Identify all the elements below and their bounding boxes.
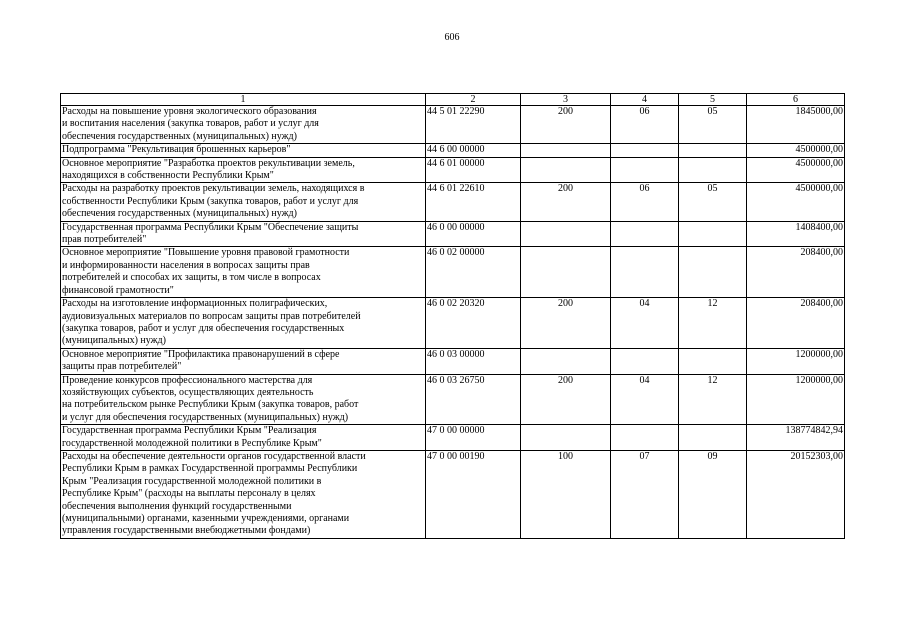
row-amount-cell: 4500000,00 bbox=[747, 183, 845, 221]
row-col3-cell bbox=[521, 144, 611, 157]
row-col4-cell: 06 bbox=[611, 183, 679, 221]
row-amount-cell: 208400,00 bbox=[747, 298, 845, 349]
row-col3-cell bbox=[521, 247, 611, 298]
row-col4-cell bbox=[611, 221, 679, 247]
row-col4-cell bbox=[611, 425, 679, 451]
row-col4-cell bbox=[611, 348, 679, 374]
row-code-cell: 44 6 01 22610 bbox=[426, 183, 521, 221]
row-col3-cell bbox=[521, 157, 611, 183]
row-amount-cell: 1845000,00 bbox=[747, 106, 845, 144]
row-amount-cell: 208400,00 bbox=[747, 247, 845, 298]
row-col3-cell: 200 bbox=[521, 374, 611, 425]
row-code-cell: 47 0 00 00000 bbox=[426, 425, 521, 451]
row-col5-cell: 12 bbox=[679, 374, 747, 425]
column-header-1: 1 bbox=[61, 94, 426, 106]
page-number: 606 bbox=[444, 32, 460, 43]
row-col3-cell bbox=[521, 425, 611, 451]
row-col3-cell: 200 bbox=[521, 183, 611, 221]
row-name-cell: Расходы на повышение уровня экологического образования и воспитания населения (закупка товаров, работ и услуг для обеспечения государственных (муниципальных) нужд) bbox=[61, 106, 426, 144]
column-number-header-row bbox=[61, 94, 845, 106]
row-col5-cell: 12 bbox=[679, 298, 747, 349]
table-body bbox=[61, 106, 845, 539]
column-header-2: 2 bbox=[426, 94, 521, 106]
row-col4-cell: 04 bbox=[611, 298, 679, 349]
column-header-6: 6 bbox=[747, 94, 845, 106]
row-code-cell: 46 0 00 00000 bbox=[426, 221, 521, 247]
row-amount-cell: 4500000,00 bbox=[747, 157, 845, 183]
table-row bbox=[61, 157, 845, 183]
row-code-cell: 44 6 00 00000 bbox=[426, 144, 521, 157]
row-name-cell: Проведение конкурсов профессионального мастерства для хозяйствующих субъектов, осуществляющих деятельность на потребительском рынке Республики Крым (закупка товаров, работ и услуг для обеспечения государственных (муниципальных) нужд) bbox=[61, 374, 426, 425]
row-amount-cell: 1408400,00 bbox=[747, 221, 845, 247]
row-col5-cell: 05 bbox=[679, 106, 747, 144]
row-name-cell: Основное мероприятие "Разработка проектов рекультивации земель, находящихся в собственности Республики Крым" bbox=[61, 157, 426, 183]
row-col3-cell bbox=[521, 221, 611, 247]
table-row bbox=[61, 298, 845, 349]
row-col5-cell bbox=[679, 144, 747, 157]
row-amount-cell: 138774842,94 bbox=[747, 425, 845, 451]
row-code-cell: 46 0 02 00000 bbox=[426, 247, 521, 298]
row-col4-cell bbox=[611, 157, 679, 183]
row-name-cell: Расходы на изготовление информационных полиграфических, аудиовизуальных материалов по вопросам защиты прав потребителей (закупка товаров, работ и услуг для обеспечения государственных (муниципальных) нужд) bbox=[61, 298, 426, 349]
table-row bbox=[61, 221, 845, 247]
row-amount-cell: 4500000,00 bbox=[747, 144, 845, 157]
row-code-cell: 46 0 02 20320 bbox=[426, 298, 521, 349]
row-col3-cell bbox=[521, 348, 611, 374]
row-col3-cell: 200 bbox=[521, 106, 611, 144]
row-name-cell: Основное мероприятие "Повышение уровня правовой грамотности и информированности населения в вопросах защиты прав потребителей и способах их защиты, в том числе в вопросах финансовой грамотности" bbox=[61, 247, 426, 298]
column-header-3: 3 bbox=[521, 94, 611, 106]
row-name-cell: Государственная программа Республики Крым "Обеспечение защиты прав потребителей" bbox=[61, 221, 426, 247]
row-col5-cell bbox=[679, 348, 747, 374]
row-col5-cell bbox=[679, 221, 747, 247]
row-col4-cell: 07 bbox=[611, 450, 679, 538]
table-row bbox=[61, 374, 845, 425]
column-header-5: 5 bbox=[679, 94, 747, 106]
row-col5-cell bbox=[679, 425, 747, 451]
row-code-cell: 47 0 00 00190 bbox=[426, 450, 521, 538]
table-row bbox=[61, 247, 845, 298]
table-row bbox=[61, 425, 845, 451]
row-amount-cell: 1200000,00 bbox=[747, 348, 845, 374]
row-col4-cell bbox=[611, 247, 679, 298]
row-amount-cell: 1200000,00 bbox=[747, 374, 845, 425]
table-row bbox=[61, 450, 845, 538]
row-name-cell: Расходы на обеспечение деятельности органов государственной власти Республики Крым в рамках Государственной программы Республики Крым "Реализация государственной молодежной политики в Республике Крым" (расходы на выплаты персоналу в целях обеспечения выполнения функций государственными (муниципальными) органами, казенными учреждениями, органами управления государственными внебюджетными фондами) bbox=[61, 450, 426, 538]
row-code-cell: 44 6 01 00000 bbox=[426, 157, 521, 183]
table-row bbox=[61, 348, 845, 374]
row-col5-cell: 05 bbox=[679, 183, 747, 221]
row-col5-cell bbox=[679, 157, 747, 183]
table-row bbox=[61, 183, 845, 221]
row-code-cell: 46 0 03 00000 bbox=[426, 348, 521, 374]
row-name-cell: Государственная программа Республики Крым "Реализация государственной молодежной политики в Республике Крым" bbox=[61, 425, 426, 451]
table-row bbox=[61, 144, 845, 157]
row-col4-cell: 04 bbox=[611, 374, 679, 425]
row-col4-cell: 06 bbox=[611, 106, 679, 144]
budget-table bbox=[60, 93, 845, 539]
row-name-cell: Расходы на разработку проектов рекультивации земель, находящихся в собственности Республики Крым (закупка товаров, работ и услуг для обеспечения государственных (муниципальных) нужд) bbox=[61, 183, 426, 221]
column-header-4: 4 bbox=[611, 94, 679, 106]
row-col5-cell bbox=[679, 247, 747, 298]
table-row bbox=[61, 106, 845, 144]
row-col3-cell: 200 bbox=[521, 298, 611, 349]
row-col4-cell bbox=[611, 144, 679, 157]
row-name-cell: Основное мероприятие "Профилактика правонарушений в сфере защиты прав потребителей" bbox=[61, 348, 426, 374]
row-code-cell: 44 5 01 22290 bbox=[426, 106, 521, 144]
row-col5-cell: 09 bbox=[679, 450, 747, 538]
row-amount-cell: 20152303,00 bbox=[747, 450, 845, 538]
row-code-cell: 46 0 03 26750 bbox=[426, 374, 521, 425]
row-name-cell: Подпрограмма "Рекультивация брошенных карьеров" bbox=[61, 144, 426, 157]
row-col3-cell: 100 bbox=[521, 450, 611, 538]
